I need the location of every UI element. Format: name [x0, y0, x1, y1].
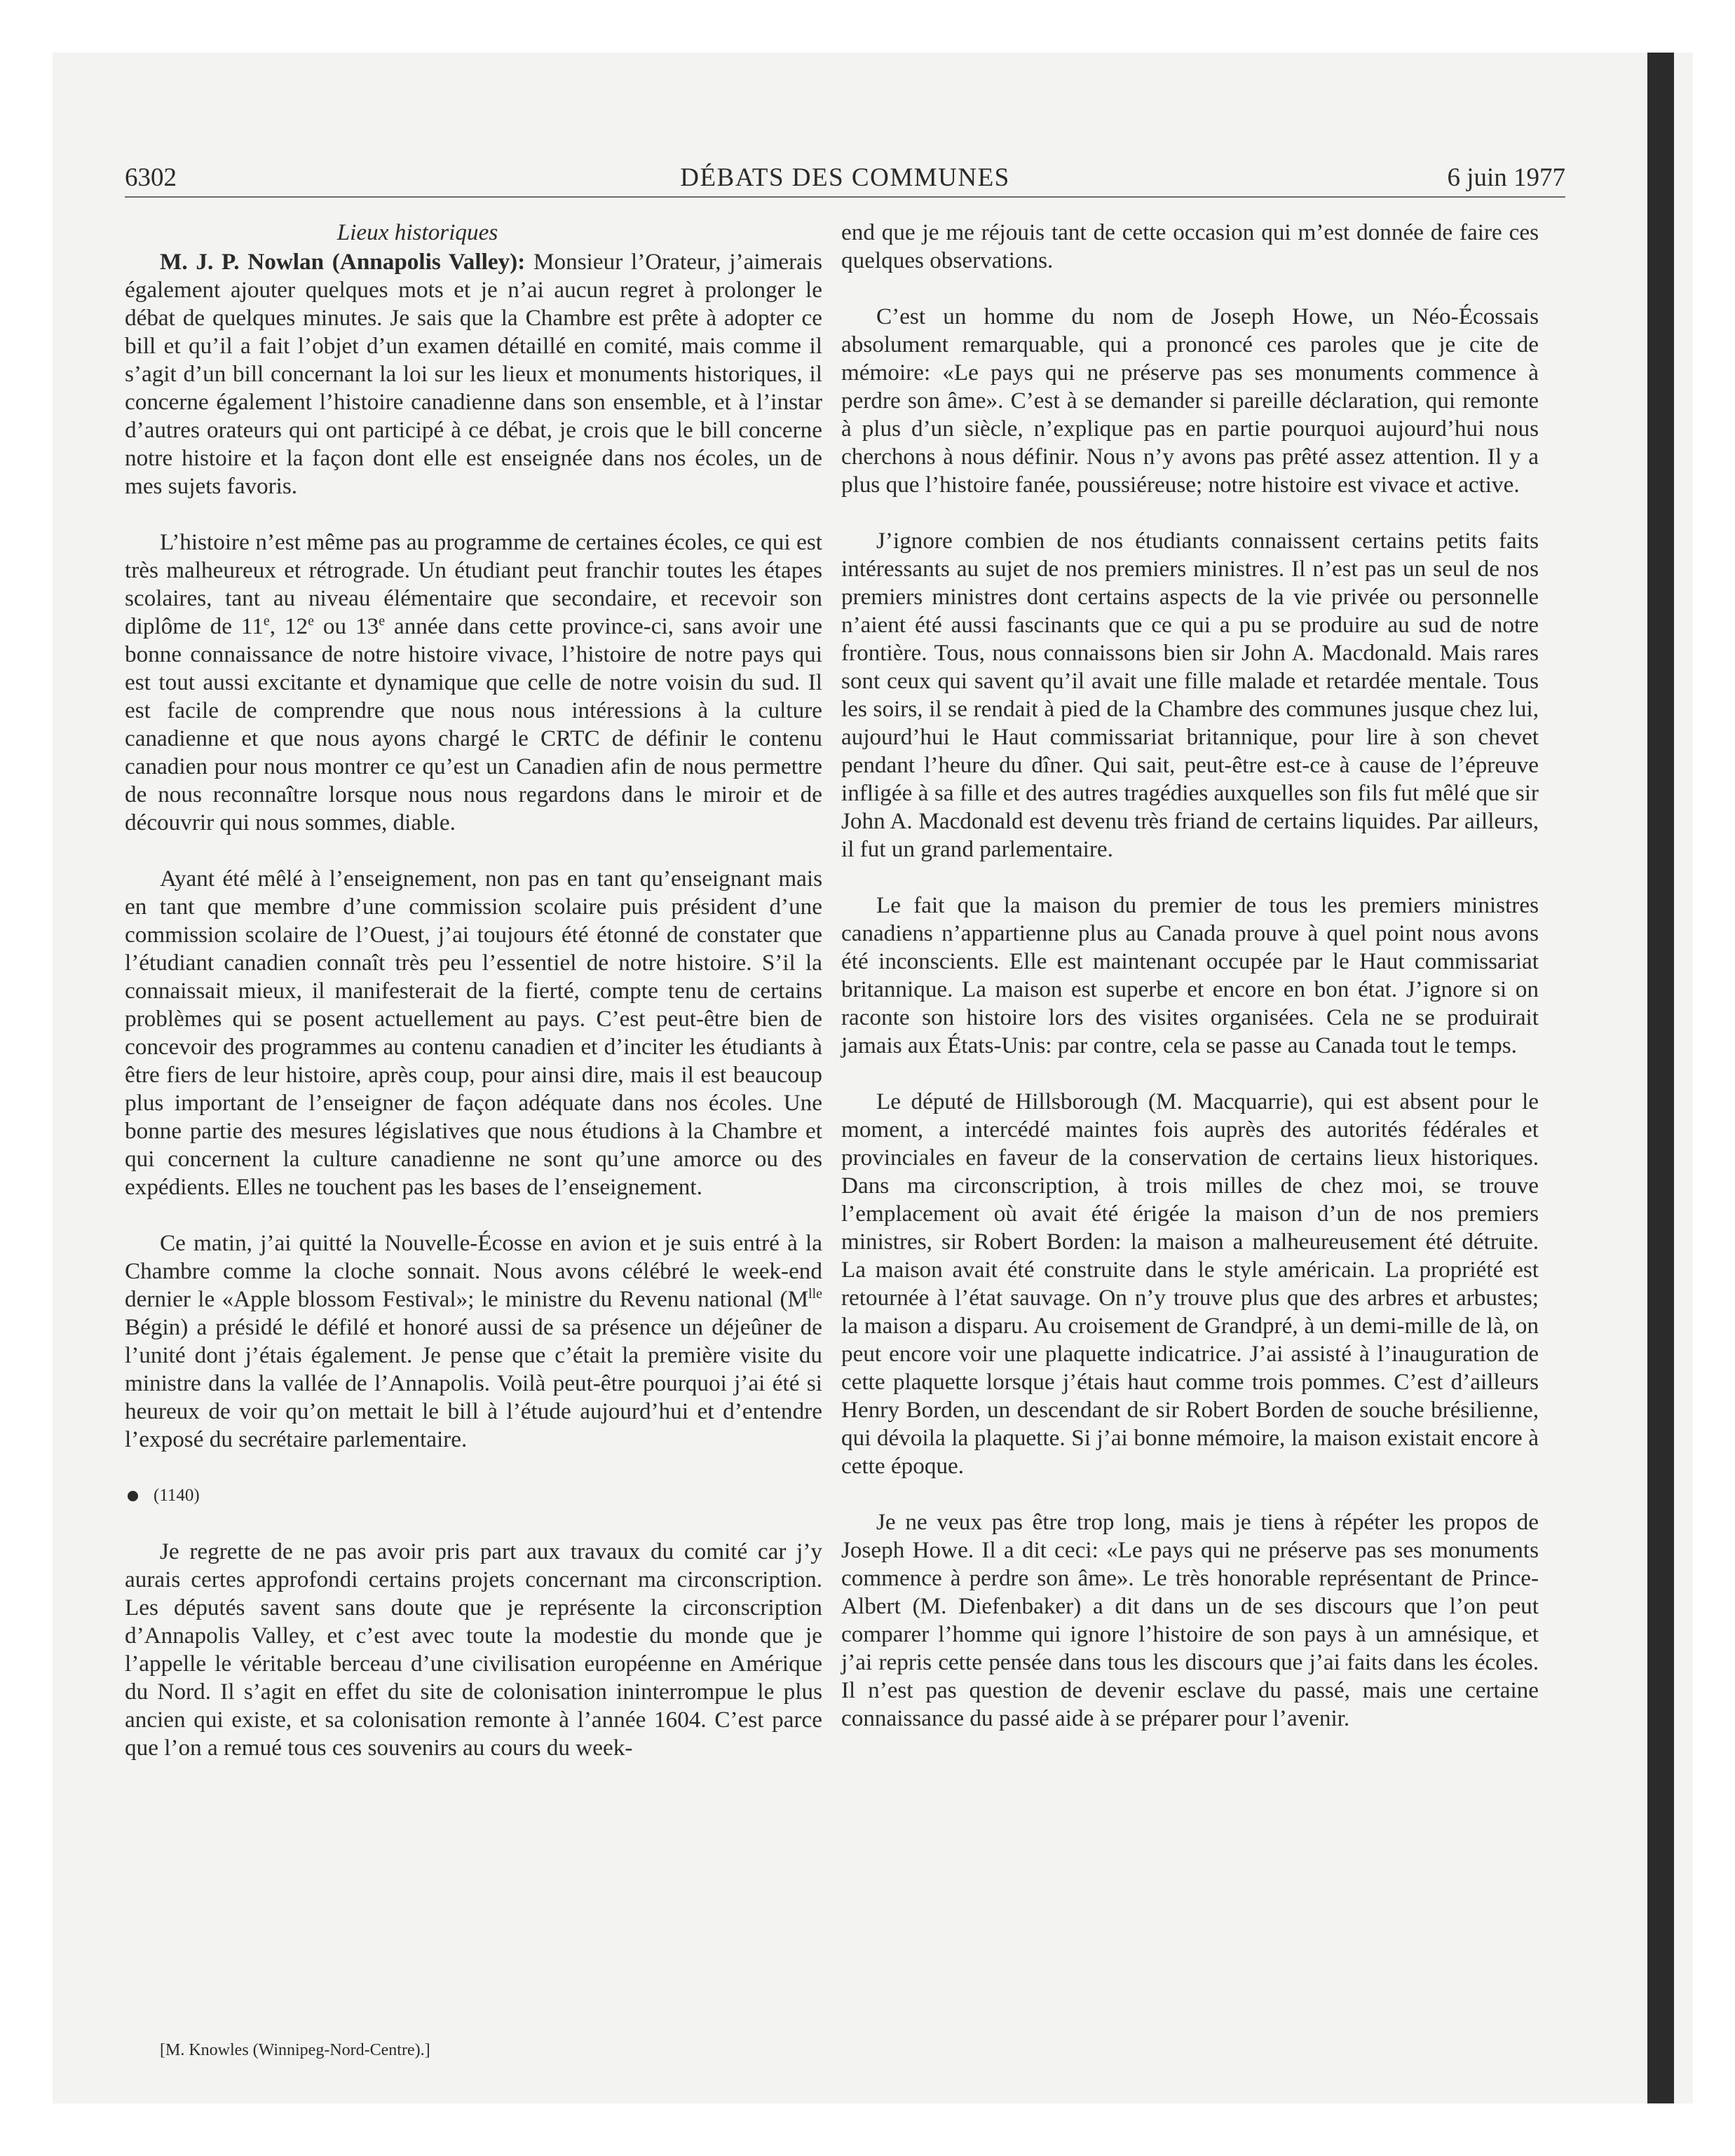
timecode-label: (1140)	[154, 1486, 200, 1505]
paragraph-text: Monsieur l’Orateur, j’aimerais également ajouter quelques mots et je n’ai aucun regret à prolonger le débat de quelques minutes. Je sais que la Chambre est prête à adopter ce bill et qu’il a fait l’objet d’un examen détaillé en comité, mais comme il s’agit d’un bill concernant la loi sur les lieux et monuments historiques, il concerne également l’histoire canadienne dans son ensemble, et à l’instar d’autres orateurs qui ont participé à ce débat, je crois que le bill concerne notre histoire et la façon dont elle est enseignée dans nos écoles, un de mes sujets favoris.	[125, 249, 822, 499]
paragraph: Ce matin, j’ai quitté la Nouvelle-Écosse en avion et je suis entré à la Chambre comme la cloche sonnait. Nous avons célébré le week-end dernier le «Apple blossom Festival»; le ministre du Revenu national ($M^{lle}$ Bégin) a présidé le défilé et honoré aussi de sa présence un déjeûner de l’unité dont j’étais également. Je pense que c’était la première visite du ministre dans la vallée de l’Annapolis. Voilà peut-être pourquoi j’ai été si heureux de voir qu’on mettait le bill à l’étude aujourd’hui et d’entendre l’exposé du secrétaire parlementaire.	[125, 1230, 822, 1452]
section-title: Lieux historiques	[336, 219, 498, 245]
scan-edge-shadow	[1647, 53, 1674, 2103]
speaker-name: M. J. P. Nowlan (Annapolis Valley):	[160, 249, 526, 275]
bullet-dot-icon	[128, 1491, 138, 1501]
paragraph: Le fait que la maison du premier de tous les premiers ministres canadiens n’appartienne plus au Canada prouve à quel point nous avons été inconscients. Elle est maintenant occupée par le Haut commissariat britannique. La maison est superbe et encore en bon état. J’ignore si on raconte son histoire lors des visites organisées. Cela ne se produirait jamais aux États-Unis: par contre, cela se passe au Canada tout le temps.	[841, 892, 1539, 1058]
page-header	[125, 160, 1565, 198]
right-column	[841, 219, 1539, 1761]
paragraph: Je ne veux pas être trop long, mais je tiens à répéter les propos de Joseph Howe. Il a dit ceci: «Le pays qui ne préserve pas ses monuments commence à perdre son âme». Le très honorable représentant de Prince-Albert (M. Diefenbaker) a dit dans un de ses discours que l’on peut comparer l’homme qui ignore l’histoire de son pays à un amnésique, et j’ai repris cette pensée dans tous les discours que j’ai faits dans les écoles. Il n’est pas question de devenir esclave du passé, mais une certaine connaissance du passé aide à se préparer pour l’avenir.	[841, 1509, 1539, 1731]
left-column	[125, 219, 822, 1790]
paragraph: Je regrette de ne pas avoir pris part aux travaux du comité car j’y aurais certes approfondi certains projets concernant ma circonscription. Les députés savent sans doute que je représente la circonscription d’Annapolis Valley, et c’est avec toute la modestie du monde que je l’appelle le véritable berceau d’une civilisation européenne en Amérique du Nord. Il s’agit en effet du site de colonisation ininterrompue le plus ancien qui existe, et sa colonisation remonte à l’année 1604. C’est parce que l’on a remué tous ces souvenirs au cours du week-	[125, 1538, 822, 1761]
paragraph	[125, 248, 822, 500]
footer-reference: [M. Knowles (Winnipeg-Nord-Centre).]	[160, 2041, 430, 2059]
paragraph: L’histoire n’est même pas au programme de certaines écoles, ce qui est très malheureux et rétrograde. Un étudiant peut franchir toutes les étapes scolaires, tant au niveau élémentaire que secondaire, et recevoir son diplôme de 11e, 12e ou 13e année dans cette province-ci, sans avoir une bonne connaissance de notre histoire vivace, l’histoire de notre pays qui est tout aussi excitante et dynamique que celle de notre voisin du sud. Il est facile de comprendre que nous nous intéressions à la culture canadienne et que nous ayons chargé le CRTC de définir le contenu canadien pour nous montrer ce qu’est un Canadien afin de nous permettre de nous reconnaître lorsque nous nous regardons dans le miroir et de découvrir qui nous sommes, diable.	[125, 529, 823, 835]
paragraph-continuation: end que je me réjouis tant de cette occasion qui m’est donnée de faire ces quelques observations.	[841, 219, 1539, 273]
timecode-marker	[125, 1482, 822, 1510]
page-date: 6 juin 1977	[1447, 163, 1565, 192]
paragraph: Le député de Hillsborough (M. Macquarrie), qui est absent pour le moment, a intercédé maintes fois auprès des autorités fédérales et provinciales en faveur de la conservation de certains lieux historiques. Dans ma circonscription, à trois milles de chez moi, se trouve l’emplacement où avait été érigée la maison d’un de nos premiers ministres, sir Robert Borden: la maison a malheureusement été détruite. La maison avait été construite dans le style américain. La propriété est retournée à l’état sauvage. On n’y trouve plus que des arbres et arbustes; la maison a disparu. Au croisement de Grandpré, à un demi-mille de là, on peut encore voir une plaquette indicatrice. J’ai assisté à l’inauguration de cette plaquette lorsque j’étais haut comme trois pommes. C’est d’ailleurs Henry Borden, un descendant de sir Robert Borden de souche brésilienne, qui dévoila la plaquette. Si j’ai bonne mémoire, la maison existait encore à cette époque.	[841, 1089, 1539, 1479]
paragraph: C’est un homme du nom de Joseph Howe, un Néo-Écossais absolument remarquable, qui a prononcé ces paroles que je cite de mémoire: «Le pays qui ne préserve pas ses monuments commence à perdre son âme». C’est à se demander si pareille déclaration, qui remonte à plus d’un siècle, n’explique pas en partie pourquoi aujourd’hui nous cherchons à nous définir. Nous n’y avons pas prêté assez attention. Il y a plus que l’histoire fanée, poussiéreuse; notre histoire est vivace et active.	[841, 303, 1539, 498]
paragraph: J’ignore combien de nos étudiants connaissent certains petits faits intéressants au sujet de nos premiers ministres. Il n’est pas un seul de nos premiers ministres dont certains aspects de la vie privée ou personnelle n’aient été aussi fascinants que ce qui a pu se produire au sud de notre frontière. Tous, nous connaissons bien sir John A. Macdonald. Mais rares sont ceux qui savent qu’il avait une fille malade et retardée mentale. Tous les soirs, il se rendait à pied de la Chambre des communes jusque chez lui, aujourd’hui le Haut commissariat britannique, pour lire à son chevet pendant l’heure du dîner. Qui sait, peut-être est-ce à cause de l’épreuve infligée à sa fille et des autres tragédies auxquelles son fils fut mêlé que sir John A. Macdonald est devenu très friand de certains liquides. Par ailleurs, il fut un grand parlementaire.	[841, 528, 1539, 862]
paragraph: Ayant été mêlé à l’enseignement, non pas en tant qu’enseignant mais en tant que membre d’une commission scolaire puis président d’une commission scolaire de l’Ouest, j’ai toujours été étonné de constater que l’étudiant canadien connaît très peu l’essentiel de notre histoire. S’il la connaissait mieux, il manifesterait de la fierté, compte tenu de certains problèmes qui se posent actuellement au pays. C’est peut-être bien de concevoir des programmes au contenu canadien et d’inciter les étudiants à être fiers de leur histoire, après coup, pour ainsi dire, mais il est beaucoup plus important de l’enseigner de façon adéquate dans nos écoles. Une bonne partie des mesures législatives que nous étudions à la Chambre et qui concernent la culture canadienne ne sont qu’une amorce ou des expédients. Elles ne touchent pas les bases de l’enseignement.	[125, 866, 822, 1200]
page-number: 6302	[125, 163, 177, 192]
publication-title: DÉBATS DES COMMUNES	[680, 163, 1010, 192]
